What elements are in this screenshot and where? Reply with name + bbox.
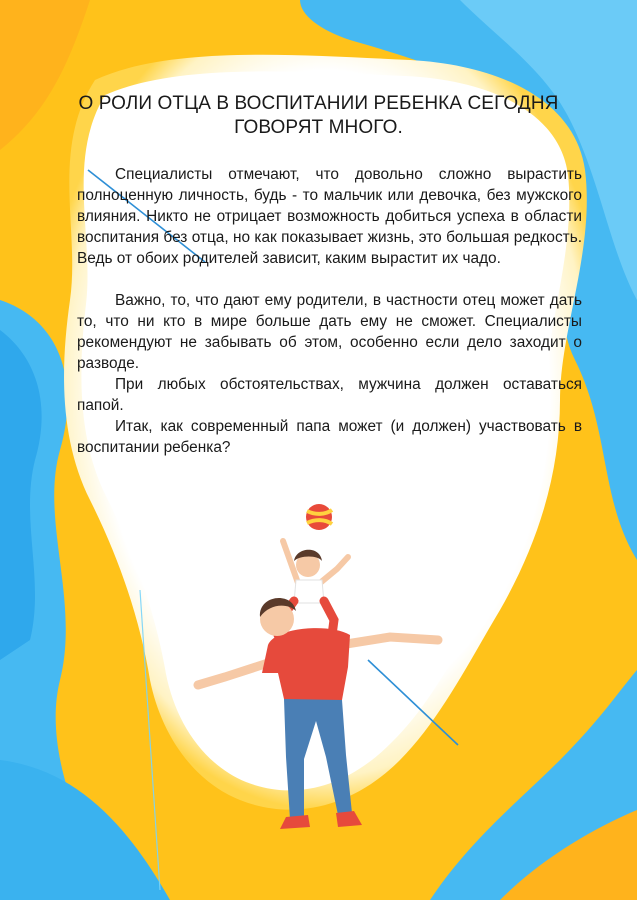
page-title	[60, 92, 577, 140]
paragraph-4: Итак, как современный папа может (и должен) участвовать в воспитании ребенка?	[77, 418, 582, 456]
paragraph-3: При любых обстоятельствах, мужчина должен оставаться папой.	[77, 376, 582, 414]
title-line-1: О РОЛИ ОТЦА В ВОСПИТАНИИ РЕБЕНКА СЕГОДНЯ	[78, 93, 559, 114]
body-text	[77, 164, 582, 458]
title-line-2: ГОВОРЯТ МНОГО.	[234, 117, 403, 138]
paragraph-2: Важно, то, что дают ему родители, в частности отец может дать то, что ни кто в мире больше дать ему не сможет. Специалисты рекомендуют не забывать об этом, особенно если дело заходит о разводе.	[77, 292, 582, 372]
father-child-ball-illustration	[180, 495, 460, 845]
paragraph-1: Специалисты отмечают, что довольно сложно вырастить полноценную личность, будь - то мальчик или девочка, без мужского влияния. Никто не отрицает возможность добиться успеха в области воспитания без отца, но как показывает жизнь, это большая редкость. Ведь от обоих родителей зависит, каким вырастит их чадо.	[77, 166, 582, 267]
ball-icon	[306, 504, 332, 530]
